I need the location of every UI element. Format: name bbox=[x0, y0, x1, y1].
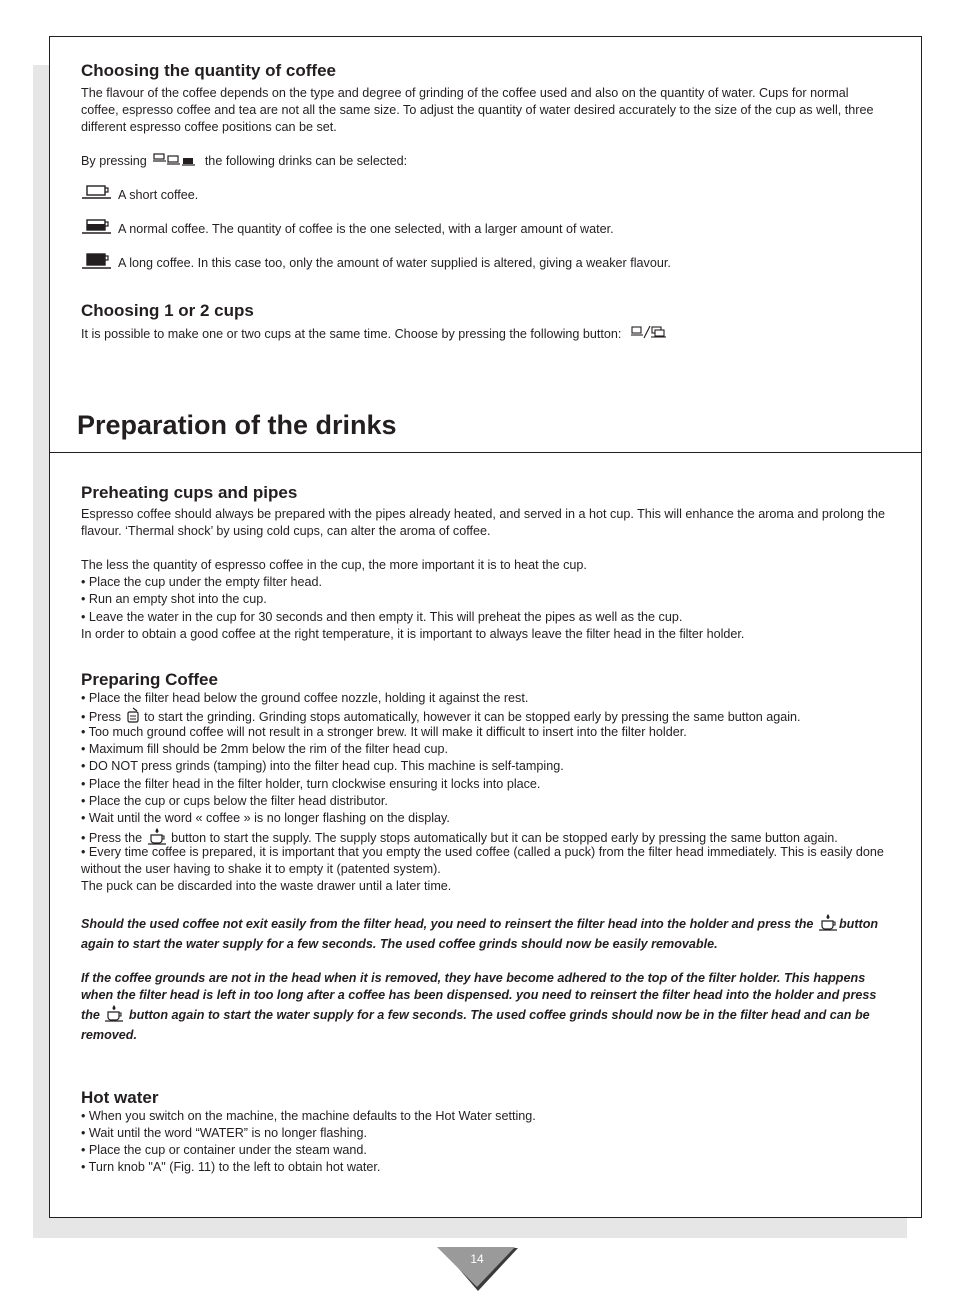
hot-water-b1: • When you switch on the machine, the machine defaults to the Hot Water setting. bbox=[81, 1109, 536, 1123]
hot-water-b3: • Place the cup or container under the steam wand. bbox=[81, 1143, 367, 1157]
cups-text: It is possible to make one or two cups at the same time. Choose by pressing the following button: bbox=[81, 327, 622, 341]
warning-1b: button again to start the water supply for a few seconds. The used coffee grinds should now be easily removable. bbox=[81, 916, 879, 951]
preparing-b10: • Every time coffee is prepared, it is important that you empty the used coffee (called a puck) from the filter head immediately. This is easily done without the user having to shake it to empty it (patented system). bbox=[81, 845, 884, 876]
heading-cups: Choosing 1 or 2 cups bbox=[81, 301, 254, 320]
main-title: Preparation of the drinks bbox=[77, 410, 397, 440]
warning-2 bbox=[81, 970, 889, 1044]
preparing-b5: • DO NOT press grinds (tamping) into the filter head cup. This machine is self-tamping. bbox=[81, 759, 564, 773]
warning-2b: button again to start the water supply for a few seconds. The used coffee grinds should now be in the filter head and can be removed. bbox=[81, 1007, 870, 1042]
preparing-b7: • Place the cup or cups below the filter head distributor. bbox=[81, 794, 388, 808]
normal-coffee-text: A normal coffee. The quantity of coffee is the one selected, with a larger amount of water. bbox=[118, 222, 614, 236]
brew-icon bbox=[817, 913, 839, 936]
heading-preparing: Preparing Coffee bbox=[81, 670, 218, 689]
quantity-intro: The flavour of the coffee depends on the type and degree of grinding of the coffee used and also on the quantity of water. Cups for normal coffee, espresso coffee and tea are not all the same size. To adjust the quantity of water desired accurately to the size of the cup as well, three different espresso coffee positions can be set. bbox=[81, 86, 874, 134]
following-text: the following drinks can be selected: bbox=[204, 154, 408, 168]
preparing-b9b: button to start the supply. The supply stops automatically but it can be stopped early by pressing the same button again. bbox=[171, 830, 838, 845]
page-number: 14 bbox=[470, 1252, 484, 1266]
heading-quantity: Choosing the quantity of coffee bbox=[81, 61, 336, 80]
short-cup-icon bbox=[81, 185, 113, 206]
preparing-b11: The puck can be discarded into the waste drawer until a later time. bbox=[81, 879, 452, 893]
cup-selector-icon bbox=[153, 152, 197, 171]
preparing-b2b: to start the grinding. Grinding stops automatically, however it can be stopped early by pressing the same button again. bbox=[144, 709, 801, 724]
preparing-b6: • Place the filter head in the filter holder, turn clockwise ensuring it locks into place. bbox=[81, 777, 541, 791]
brew-icon bbox=[103, 1004, 125, 1027]
preparing-b1: • Place the filter head below the ground coffee nozzle, holding it against the rest. bbox=[81, 691, 529, 705]
title-divider bbox=[49, 452, 922, 453]
short-coffee-text: A short coffee. bbox=[118, 188, 199, 202]
preheating-b3: • Leave the water in the cup for 30 seconds and then empty it. This will preheat the pipes as well as the cup. bbox=[81, 610, 683, 624]
preheating-b2: • Run an empty shot into the cup. bbox=[81, 592, 267, 606]
preparing-b2a: • Press bbox=[81, 709, 122, 724]
heading-hot-water: Hot water bbox=[81, 1088, 159, 1107]
short-coffee-row bbox=[81, 185, 198, 206]
warning-2a: If the coffee grounds are not in the head when it is removed, they have become adhered to the top of the filter holder. This happens when the filter head is left in too long after a coffee has been dispensed. you need to reinsert the filter head into the holder and press the bbox=[81, 971, 877, 1022]
preparing-b3: • Too much ground coffee will not result in a stronger brew. It will make it difficult to insert into the filter holder. bbox=[81, 725, 687, 739]
by-pressing-text: By pressing bbox=[81, 154, 147, 168]
cups-row bbox=[81, 325, 667, 344]
preparing-b4: • Maximum fill should be 2mm below the rim of the filter head cup. bbox=[81, 742, 448, 756]
heading-preheating: Preheating cups and pipes bbox=[81, 483, 298, 502]
warning-1 bbox=[81, 913, 889, 953]
preheating-p1: Espresso coffee should always be prepared with the pipes already heated, and served in a hot cup. This will enhance the aroma and prolong the flavour. ‘Thermal shock’ by using cold cups, can alter the aroma of coffee. bbox=[81, 507, 885, 538]
preheating-b1: • Place the cup under the empty filter head. bbox=[81, 575, 323, 589]
by-pressing-row bbox=[81, 152, 407, 171]
preheating-p2: The less the quantity of espresso coffee in the cup, the more important it is to heat the cup. bbox=[81, 558, 587, 572]
preparing-b8: • Wait until the word « coffee » is no longer flashing on the display. bbox=[81, 811, 450, 825]
warning-1a: Should the used coffee not exit easily from the filter head, you need to reinsert the filter head into the holder and press the bbox=[81, 916, 814, 931]
long-coffee-row bbox=[81, 253, 671, 274]
preheating-p3: In order to obtain a good coffee at the right temperature, it is important to always leave the filter head in the filter holder. bbox=[81, 627, 745, 641]
one-two-cups-icon bbox=[631, 325, 667, 344]
hot-water-b2: • Wait until the word “WATER” is no longer flashing. bbox=[81, 1126, 368, 1140]
normal-coffee-row bbox=[81, 219, 614, 240]
long-coffee-text: A long coffee. In this case too, only the amount of water supplied is altered, giving a weaker flavour. bbox=[118, 256, 671, 270]
normal-cup-icon bbox=[81, 219, 113, 240]
preparing-b9a: • Press the bbox=[81, 830, 143, 845]
hot-water-b4: • Turn knob "A" (Fig. 11) to the left to obtain hot water. bbox=[81, 1160, 381, 1174]
long-cup-icon bbox=[81, 253, 113, 274]
